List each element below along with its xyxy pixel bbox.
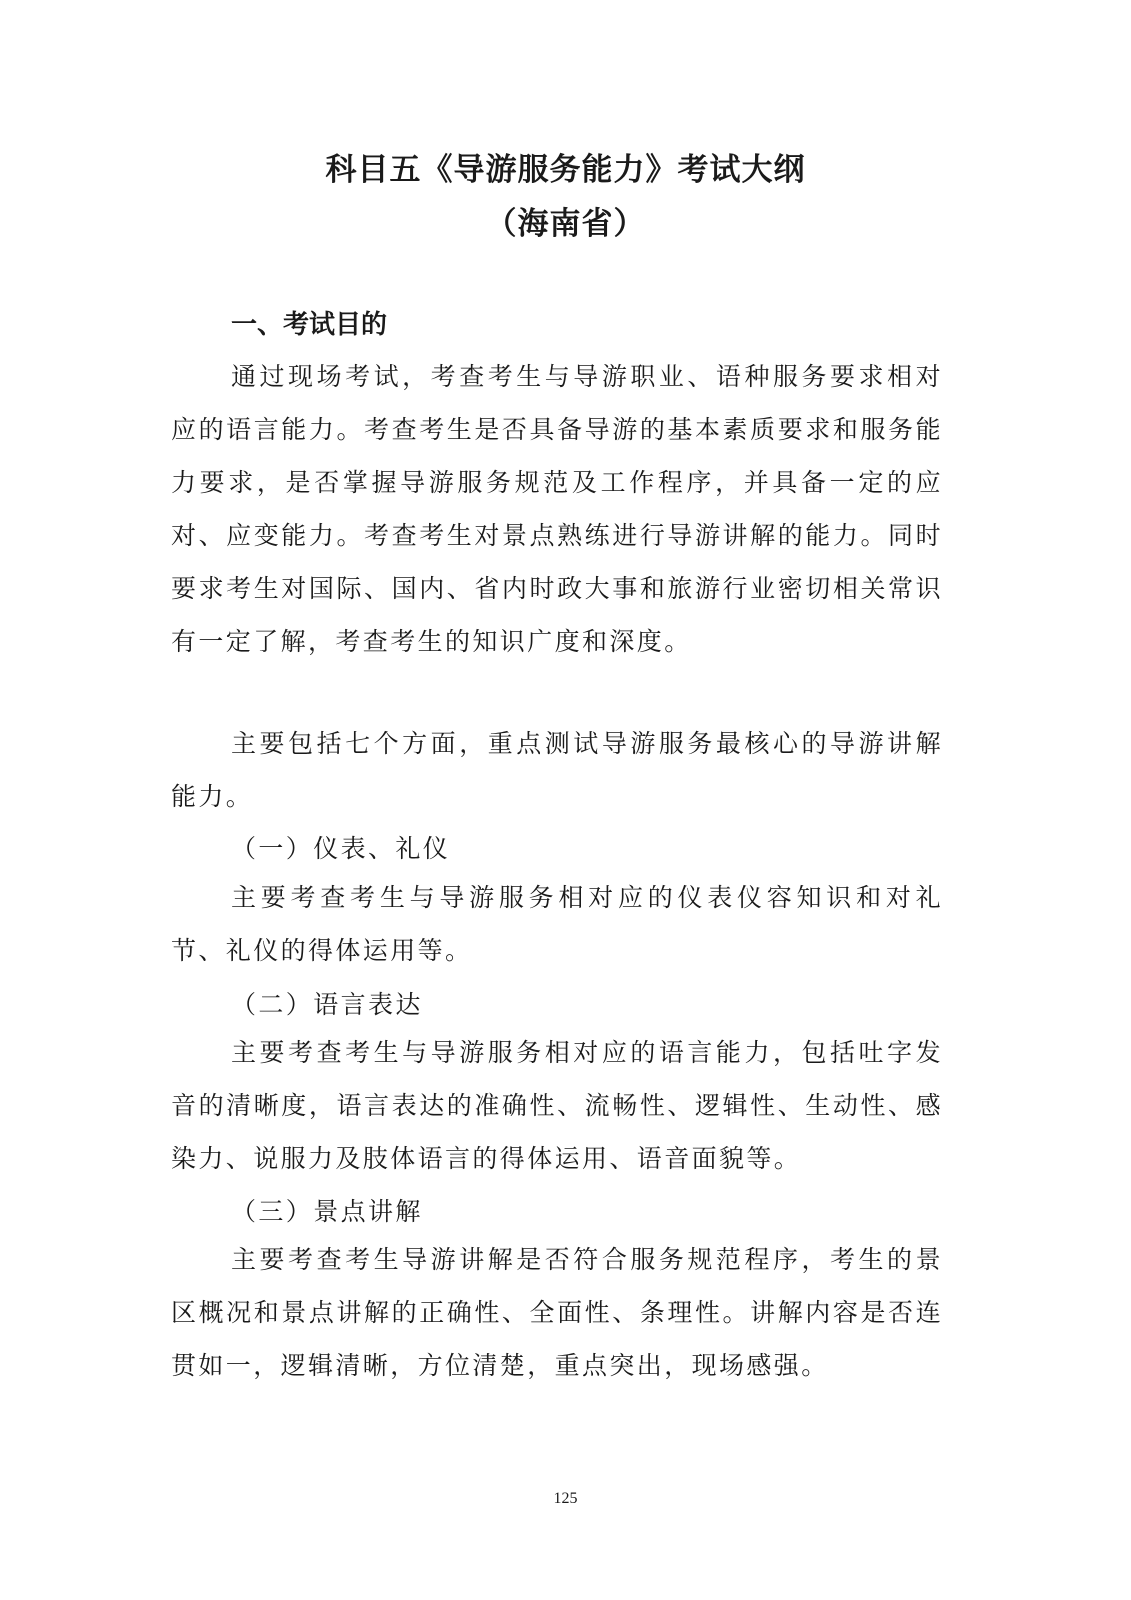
paragraph-scenic-spot-explanation: 主要考查考生导游讲解是否符合服务规范程序，考生的景区概况和景点讲解的正确性、全面性、条理性。讲解内容是否连贯如一，逻辑清晰，方位清楚，重点突出，现场感强。 xyxy=(171,1245,943,1380)
paragraph-seven-aspects: 主要包括七个方面，重点测试导游服务最核心的导游讲解能力。 xyxy=(171,729,943,811)
subheading-language-expression: （二）语言表达 xyxy=(231,990,423,1019)
paragraph-language-expression: 主要考查考生与导游服务相对应的语言能力，包括吐字发音的清晰度，语言表达的准确性、流畅性、逻辑性、生动性、感染力、说服力及肢体语言的得体运用、语音面貌等。 xyxy=(171,1038,943,1173)
subheading-appearance-etiquette: （一）仪表、礼仪 xyxy=(231,834,451,863)
document-title: 科目五《导游服务能力》考试大纲 xyxy=(325,152,806,188)
section-heading-exam-purpose: 一、考试目的 xyxy=(231,310,388,340)
page-number: 125 xyxy=(553,1490,578,1507)
paragraph-appearance-etiquette: 主要考查考生与导游服务相对应的仪表仪容知识和对礼节、礼仪的得体运用等。 xyxy=(171,883,943,965)
document-subtitle: （海南省） xyxy=(485,206,646,242)
subheading-scenic-spot-explanation: （三）景点讲解 xyxy=(231,1197,423,1226)
paragraph-exam-purpose: 通过现场考试，考查考生与导游职业、语种服务要求相对应的语言能力。考查考生是否具备导游的基本素质要求和服务能力要求，是否掌握导游服务规范及工作程序，并具备一定的应对、应变能力。考查考生对景点熟练进行导游讲解的能力。同时要求考生对国际、国内、省内时政大事和旅游行业密切相关常识有一定了解，考查考生的知识广度和深度。 xyxy=(171,362,943,656)
